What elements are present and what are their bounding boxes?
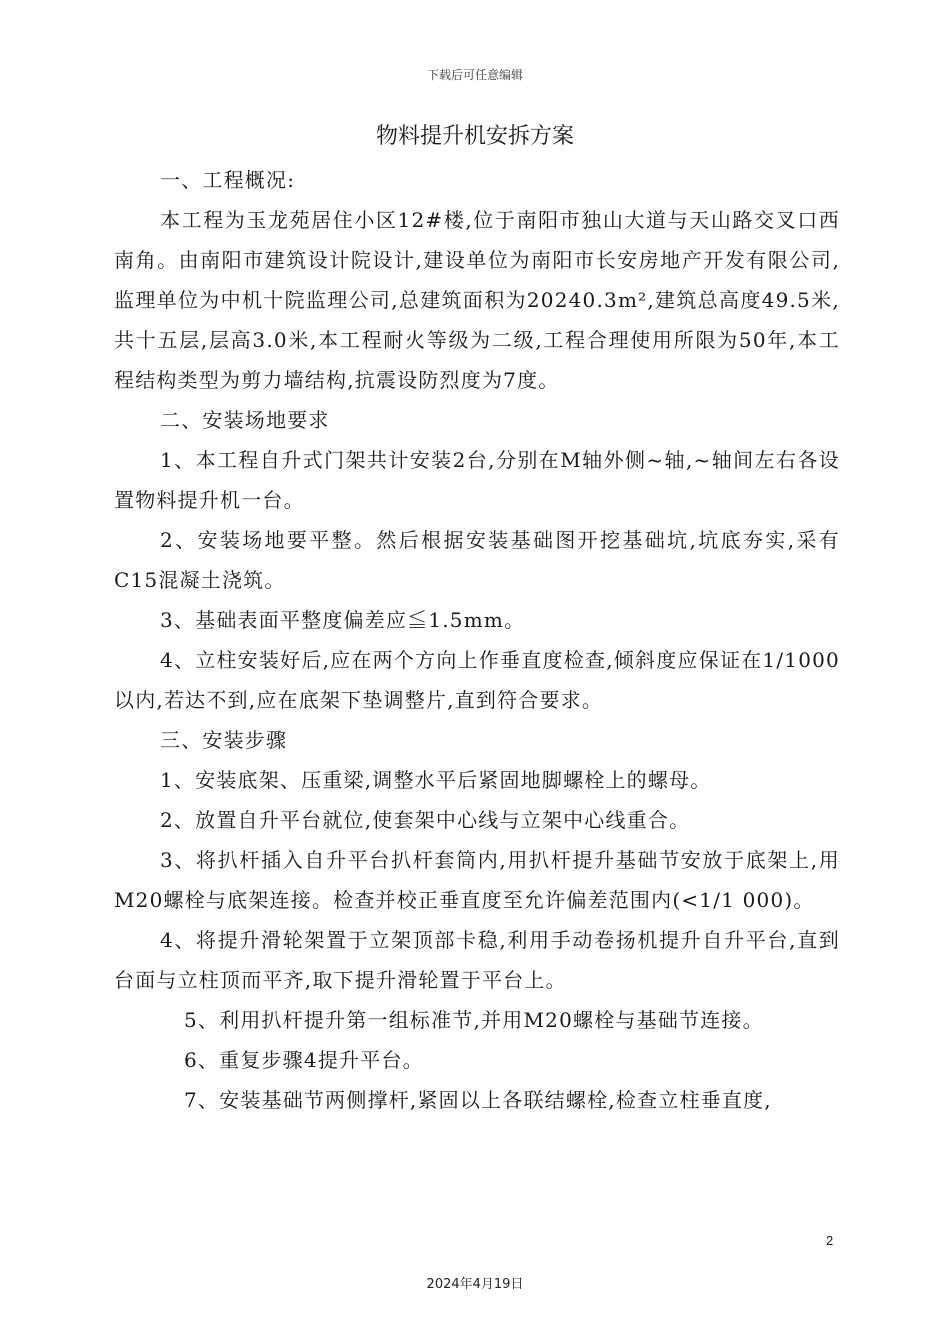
install-step-2: 2、放置自升平台就位,使套架中心线与立架中心线重合。 xyxy=(160,808,691,832)
site-requirement-4: 4、立柱安装好后,应在两个方向上作垂直度检查,倾斜度应保证在1/1000以内,若达不到,应在底架下垫调整片,直到符合要求。 xyxy=(114,648,840,712)
section-heading-overview: 一、工程概况: xyxy=(160,168,296,192)
section-heading-install-steps: 三、安装步骤 xyxy=(160,728,288,752)
overview-paragraph: 本工程为玉龙苑居住小区12#楼,位于南阳市独山大道与天山路交叉口西南角。由南阳市建筑设计院设计,建设单位为南阳市长安房地产开发有限公司,监理单位为中机十院监理公司,总建筑面积为20240.3m²,建筑总高度49.5米,共十五层,层高3.0米,本工程耐火等级为二级,工程合理使用所限为50年,本工程结构类型为剪力墙结构,抗震设防烈度为7度。 xyxy=(114,208,840,392)
site-requirement-3: 3、基础表面平整度偏差应≦1.5mm。 xyxy=(160,608,526,632)
footer-date: 2024年4月19日 xyxy=(426,1277,524,1292)
install-step-4: 4、将提升滑轮架置于立架顶部卡稳,利用手动卷扬机提升自升平台,直到台面与立柱顶而平齐,取下提升滑轮置于平台上。 xyxy=(114,928,840,992)
install-step-5: 5、利用扒杆提升第一组标准节,并用M20螺栓与基础节连接。 xyxy=(184,1008,764,1032)
header-note: 下载后可任意编辑 xyxy=(426,68,523,82)
document-title: 物料提升机安拆方案 xyxy=(375,124,574,149)
section-heading-site-requirements: 二、安装场地要求 xyxy=(160,408,330,432)
site-requirement-2: 2、安装场地要平整。然后根据安装基础图开挖基础坑,坑底夯实,采有C15混凝土浇筑。 xyxy=(114,528,840,592)
page-number: 2 xyxy=(826,1233,834,1248)
install-step-7: 7、安装基础节两侧撑杆,紧固以上各联结螺栓,检查立柱垂直度, xyxy=(184,1088,772,1112)
install-step-1: 1、安装底架、压重梁,调整水平后紧固地脚螺栓上的螺母。 xyxy=(160,768,712,792)
install-step-6: 6、重复步骤4提升平台。 xyxy=(184,1048,424,1072)
document-body xyxy=(114,160,840,1120)
site-requirement-1: 1、本工程自升式门架共计安装2台,分别在M轴外侧~轴,~轴间左右各设置物料提升机一台。 xyxy=(114,448,840,512)
install-step-3: 3、将扒杆插入自升平台扒杆套筒内,用扒杆提升基础节安放于底架上,用M20螺栓与底架连接。检查并校正垂直度至允许偏差范围内(<1/1 000)。 xyxy=(114,848,840,912)
